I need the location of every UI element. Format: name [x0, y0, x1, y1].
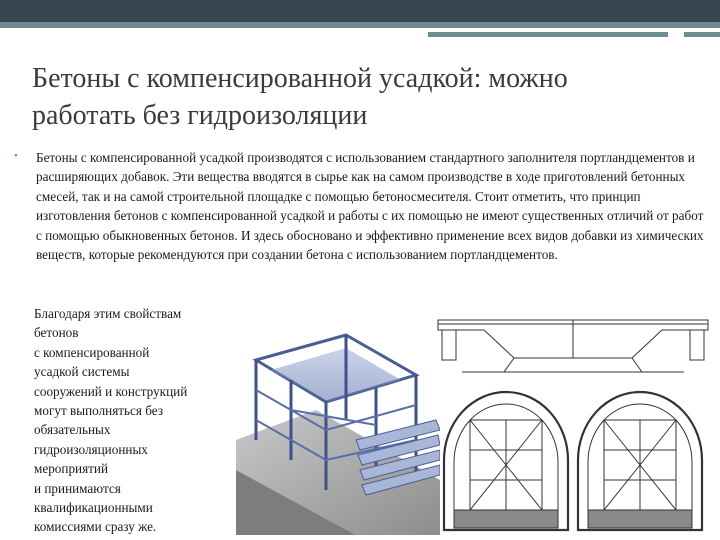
bullet-paragraph: Бетоны с компенсированной усадкой производятся с использованием стандартного заполнителя портландцементов и расширяющих добавок. Эти вещества вводятся в сырье как на самом производстве в ходе приготовлений бетонных смесей, так и на самой строительной площадке с помощью бетоносмесителя. Стоит отметить, что принцип изготовления бетонов с компенсированной усадкой и работы с их помощью не имеют существенных отличий от работ с помощью обыкновенных бетонов. И здесь обосновано и эффективно применение всех видов добавки из химических веществ, которые рекомендуются при создании бетона с использованием портландцементов. — [36, 150, 704, 263]
tunnel-section-drawings — [432, 300, 714, 536]
side-line: бетонов — [34, 325, 79, 341]
side-line: сооружений и конструкций — [34, 383, 188, 399]
side-line: обязательных — [34, 422, 111, 438]
side-line: усадкой системы — [34, 364, 130, 380]
slide-title: Бетоны с компенсированной усадкой: можно работать без гидроизоляции — [32, 63, 568, 131]
side-line: и принимаются — [34, 480, 121, 496]
top-bar — [0, 0, 720, 22]
bullet-icon: • — [14, 150, 18, 162]
formwork-illustration — [236, 330, 440, 535]
side-line: квалификационными — [34, 500, 153, 516]
side-line: комиссиями сразу же. — [34, 519, 157, 535]
accent-line — [428, 32, 668, 37]
accent-line-short — [684, 32, 720, 37]
side-line: могут выполняться без — [34, 403, 164, 419]
side-line: мероприятий — [34, 461, 109, 477]
side-line: гидроизоляционных — [34, 441, 148, 457]
top-stripe — [0, 22, 720, 28]
side-text-block — [34, 304, 244, 537]
side-line: с компенсированной — [34, 344, 150, 360]
side-line: Благодаря этим свойствам — [34, 306, 182, 321]
